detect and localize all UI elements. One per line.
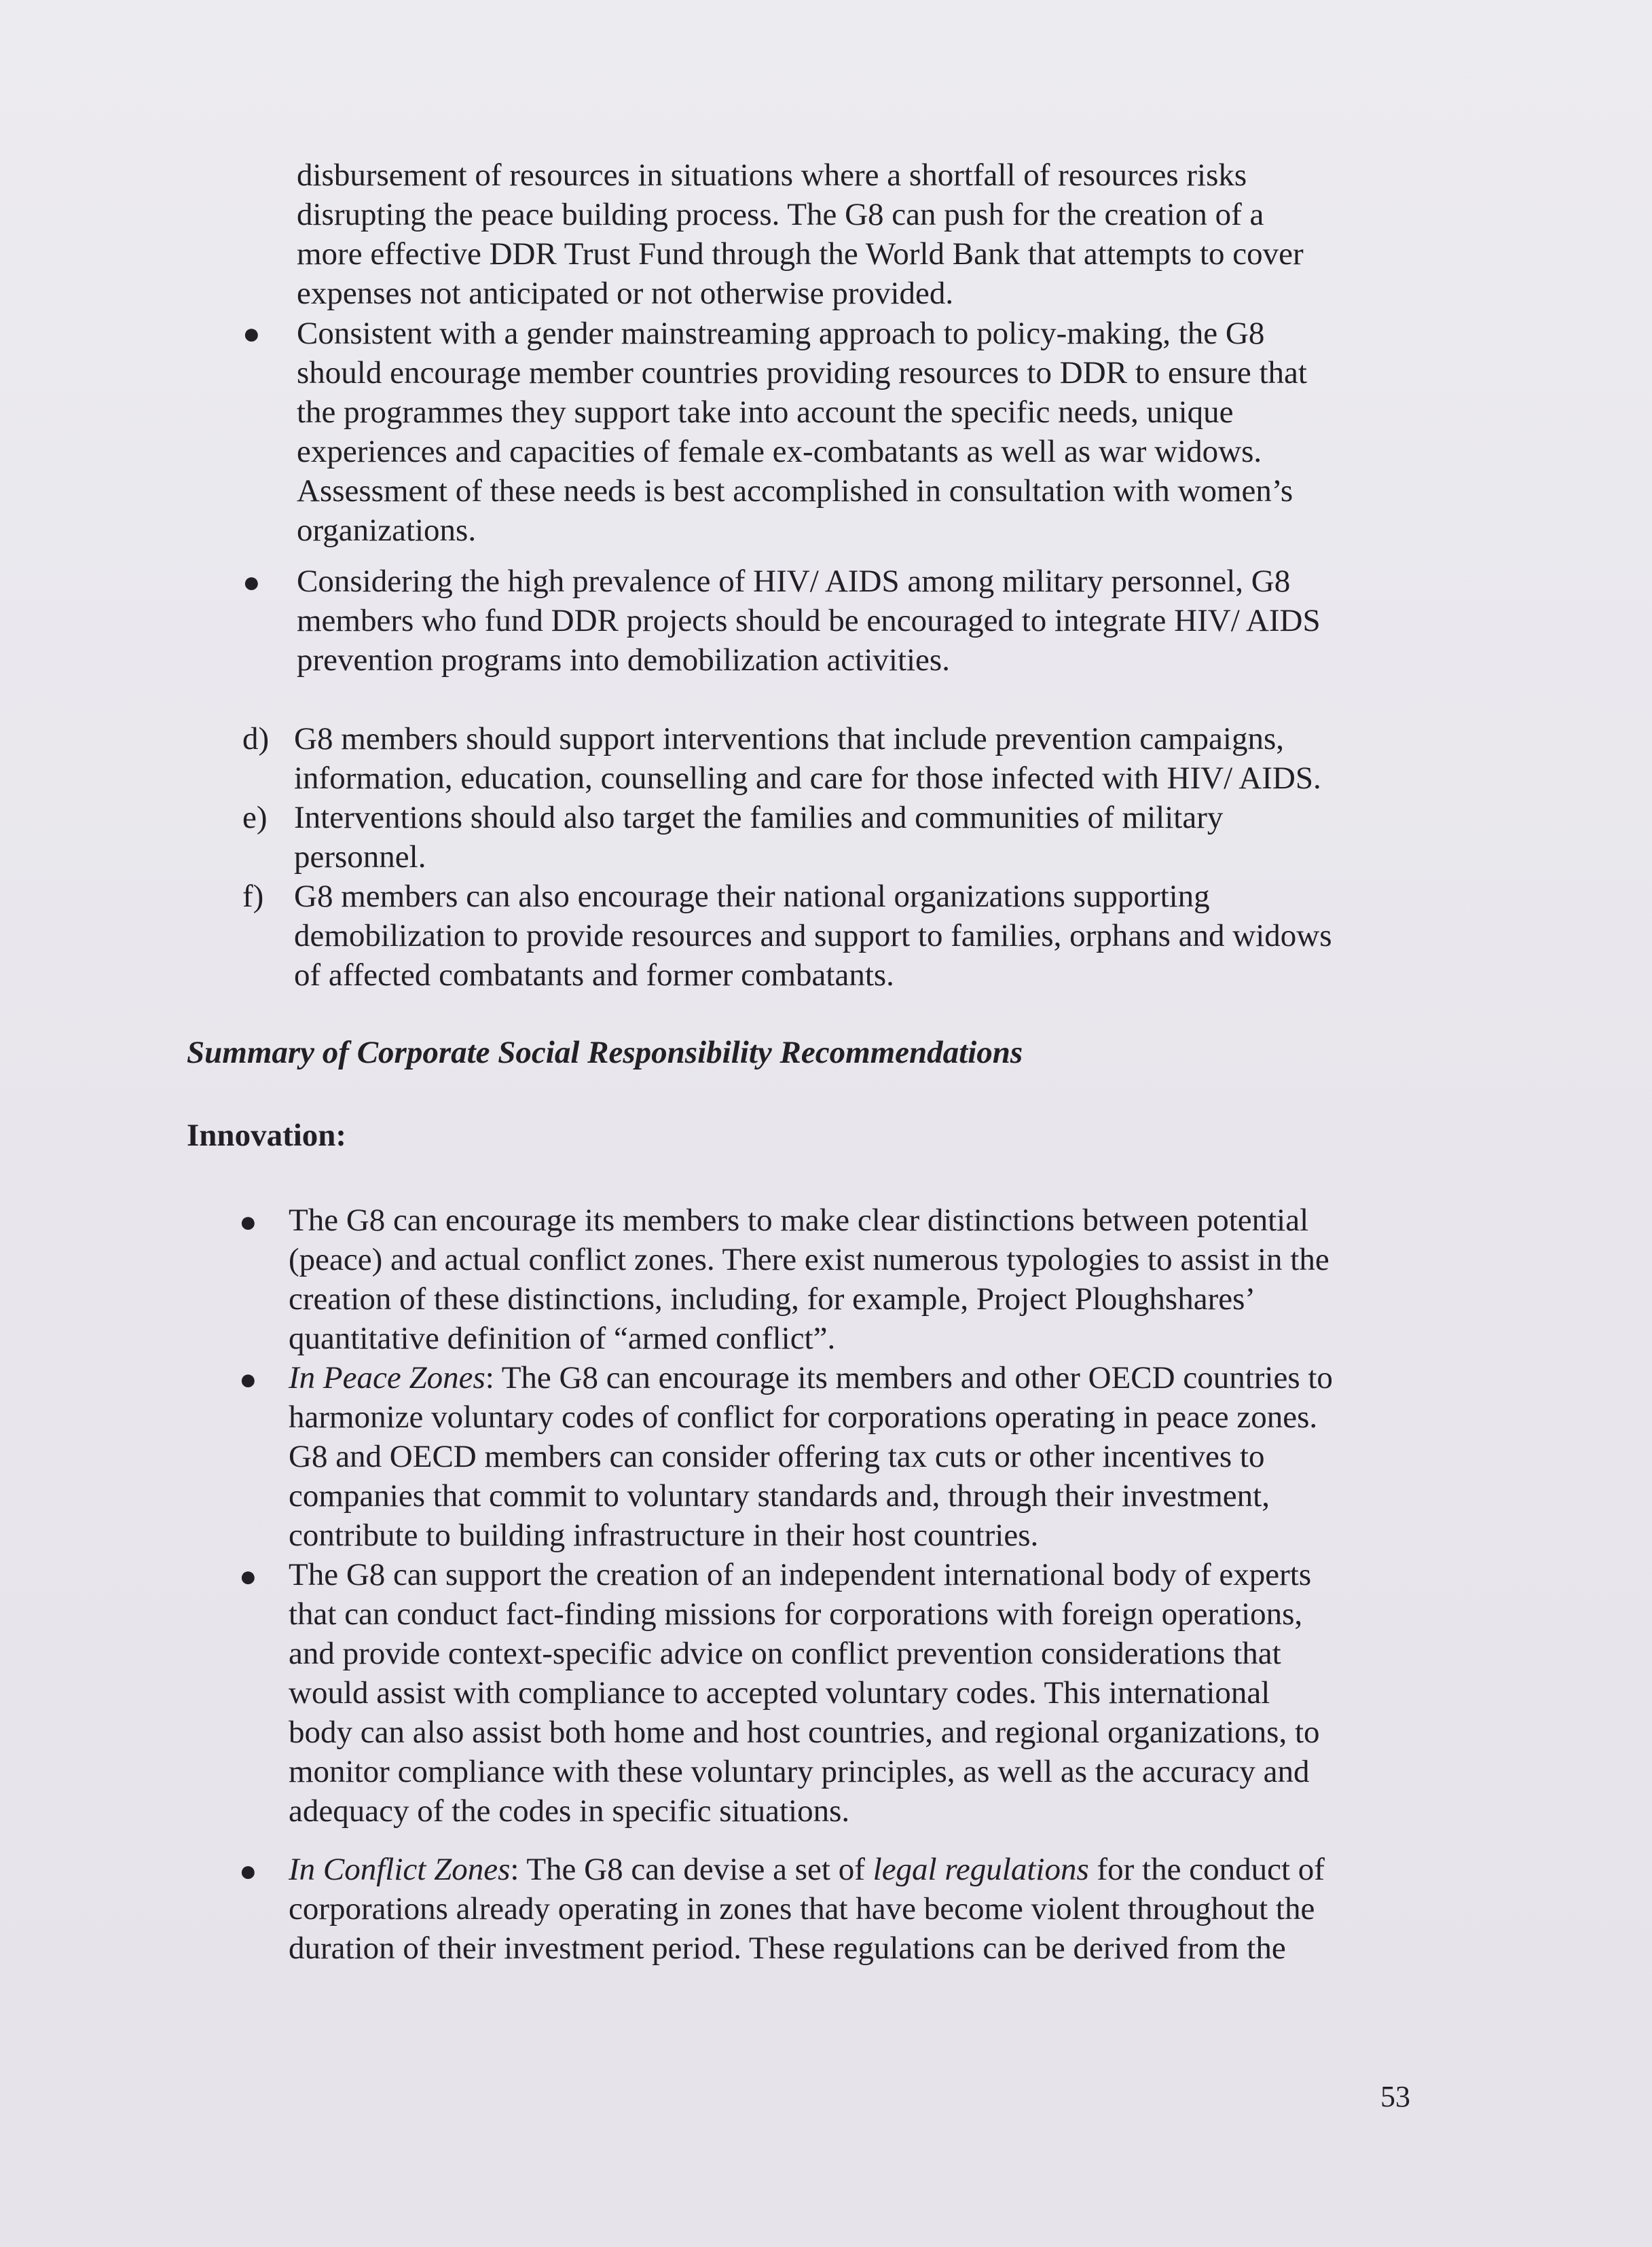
bullet-line: The G8 can support the creation of an independent international body of experts bbox=[289, 1557, 1312, 1592]
italic-lead: In Conflict Zones bbox=[289, 1852, 511, 1887]
bullet-line: body can also assist both home and host countries, and regional organizations, to bbox=[289, 1715, 1320, 1750]
paragraph-line: expenses not anticipated or not otherwise provided. bbox=[297, 276, 954, 311]
paragraph-line: more effective DDR Trust Fund through the World Bank that attempts to cover bbox=[297, 236, 1304, 272]
list-marker: e) bbox=[242, 800, 268, 835]
bullet-line: corporations already operating in zones that have become violent throughout the bbox=[289, 1891, 1315, 1926]
bullet-icon: ● bbox=[239, 1363, 257, 1396]
lead-text: : The G8 can encourage its members and other OECD countries to bbox=[485, 1360, 1333, 1395]
bullet-line: members who fund DDR projects should be encouraged to integrate HIV/ AIDS bbox=[297, 603, 1321, 638]
bullet-line: Assessment of these needs is best accomplished in consultation with women’s bbox=[297, 473, 1293, 509]
bullet-line: prevention programs into demobilization activities. bbox=[297, 642, 950, 678]
list-item-line: information, education, counselling and care for those infected with HIV/ AIDS. bbox=[294, 761, 1321, 796]
list-marker: f) bbox=[242, 879, 264, 914]
bullet-line: Considering the high prevalence of HIV/ AIDS among military personnel, G8 bbox=[297, 564, 1291, 599]
section-heading: Summary of Corporate Social Responsibility Recommendations bbox=[187, 1035, 1023, 1070]
paragraph-line: disbursement of resources in situations where a shortfall of resources risks bbox=[297, 158, 1247, 193]
bullet-icon: ● bbox=[242, 317, 261, 350]
bullet-line: adequacy of the codes in specific situations. bbox=[289, 1793, 850, 1829]
bullet-line: companies that commit to voluntary standards and, through their investment, bbox=[289, 1478, 1270, 1514]
page-number: 53 bbox=[1380, 2080, 1410, 2113]
bullet-icon: ● bbox=[242, 566, 261, 599]
list-item-line: G8 members can also encourage their national organizations supporting bbox=[294, 879, 1210, 914]
bullet-line: that can conduct fact-finding missions for corporations with foreign operations, bbox=[289, 1596, 1303, 1632]
bullet-line: monitor compliance with these voluntary principles, as well as the accuracy and bbox=[289, 1754, 1310, 1789]
paragraph-line: disrupting the peace building process. The G8 can push for the creation of a bbox=[297, 197, 1264, 232]
list-marker: d) bbox=[242, 721, 270, 756]
list-item-line: personnel. bbox=[294, 839, 426, 875]
italic-phrase: legal regulations bbox=[873, 1852, 1089, 1887]
bullet-line bbox=[289, 1850, 1325, 1889]
bullet-line: creation of these distinctions, including, for example, Project Ploughshares’ bbox=[289, 1281, 1256, 1317]
bullet-line: the programmes they support take into account the specific needs, unique bbox=[297, 395, 1234, 430]
italic-lead: In Peace Zones bbox=[289, 1360, 485, 1395]
bullet-line: G8 and OECD members can consider offering tax cuts or other incentives to bbox=[289, 1439, 1265, 1474]
bullet-line: quantitative definition of “armed conflict”. bbox=[289, 1321, 836, 1356]
bullet-line bbox=[289, 1358, 1333, 1397]
list-item-line: demobilization to provide resources and support to families, orphans and widows bbox=[294, 918, 1332, 953]
bullet-icon: ● bbox=[239, 1855, 257, 1888]
bullet-line: and provide context-specific advice on conflict prevention considerations that bbox=[289, 1636, 1281, 1671]
list-item-line: Interventions should also target the families and communities of military bbox=[294, 800, 1224, 835]
bullet-icon: ● bbox=[239, 1560, 257, 1593]
bullet-line: organizations. bbox=[297, 513, 477, 548]
bullet-line: (peace) and actual conflict zones. There exist numerous typologies to assist in the bbox=[289, 1242, 1329, 1277]
lead-text: for the conduct of bbox=[1088, 1852, 1325, 1887]
bullet-line: would assist with compliance to accepted voluntary codes. This international bbox=[289, 1675, 1270, 1711]
bullet-line: The G8 can encourage its members to make clear distinctions between potential bbox=[289, 1203, 1309, 1238]
bullet-icon: ● bbox=[239, 1205, 257, 1239]
lead-text: : The G8 can devise a set of bbox=[510, 1852, 873, 1887]
bullet-line: harmonize voluntary codes of conflict for corporations operating in peace zones. bbox=[289, 1400, 1318, 1435]
list-item-line: of affected combatants and former combatants. bbox=[294, 957, 894, 993]
list-item-line: G8 members should support interventions that include prevention campaigns, bbox=[294, 721, 1285, 756]
bullet-line: should encourage member countries providing resources to DDR to ensure that bbox=[297, 355, 1307, 390]
bullet-line: Consistent with a gender mainstreaming approach to policy-making, the G8 bbox=[297, 316, 1265, 351]
subheading: Innovation: bbox=[187, 1118, 347, 1153]
bullet-line: experiences and capacities of female ex-combatants as well as war widows. bbox=[297, 434, 1262, 469]
bullet-line: contribute to building infrastructure in their host countries. bbox=[289, 1518, 1039, 1553]
bullet-line: duration of their investment period. These regulations can be derived from the bbox=[289, 1931, 1286, 1966]
